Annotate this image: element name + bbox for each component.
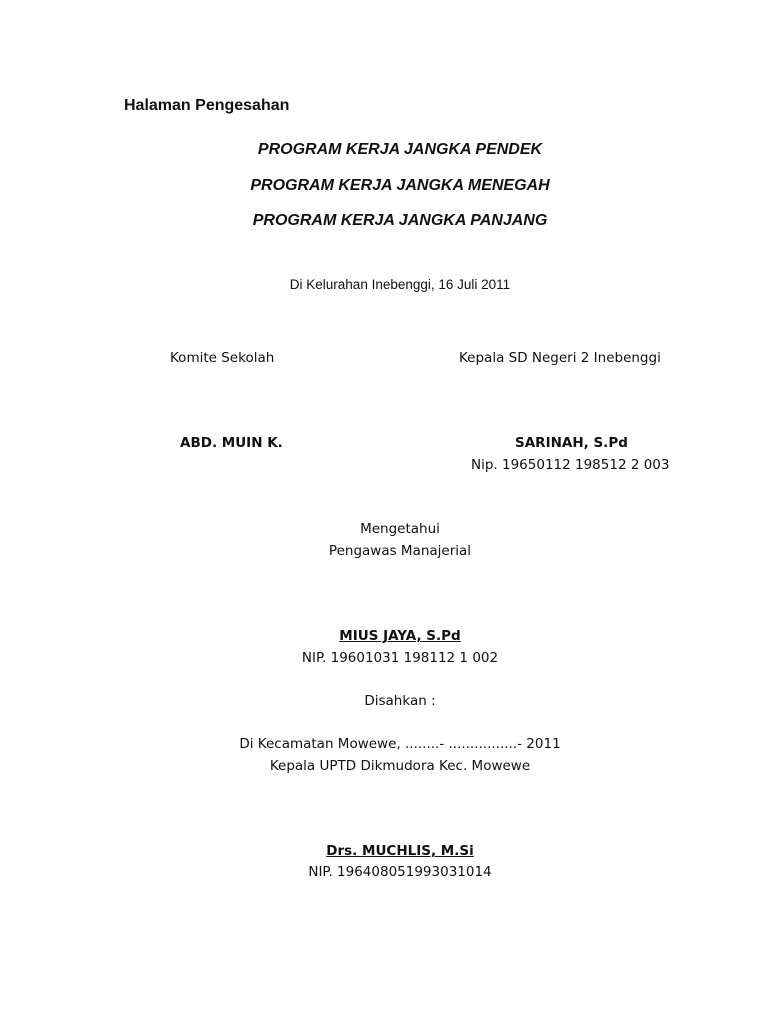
place-and-date: Di Kelurahan Inebenggi, 16 Juli 2011 [289,277,511,292]
program-title-long-term: PROGRAM KERJA JANGKA PANJANG [252,212,548,229]
principal-role: Kepala SD Negeri 2 Inebenggi [459,350,661,366]
uptd-head-role: Kepala UPTD Dikmudora Kec. Mowewe [269,758,531,774]
supervisor-name-wrap [0,628,768,644]
principal-nip: Nip. 19650112 198512 2 003 [471,457,670,473]
ratified-label: Disahkan : [364,693,436,709]
uptd-head-name: Drs. MUCHLIS, M.Si [326,843,474,859]
uptd-head-name-wrap [0,843,768,859]
committee-role: Komite Sekolah [170,350,275,366]
program-title-medium-term: PROGRAM KERJA JANGKA MENEGAH [250,177,550,194]
uptd-head-nip: NIP. 196408051993031014 [308,864,492,880]
ratification-place-date: Di Kecamatan Mowewe, ........- ................- 2011 [239,736,561,752]
principal-name: SARINAH, S.Pd [515,435,628,451]
committee-name: ABD. MUIN K. [180,435,283,451]
supervisor-name: MIUS JAYA, S.Pd [339,628,461,644]
supervisor-role: Pengawas Manajerial [328,543,472,559]
document-heading: Halaman Pengesahan [124,97,290,114]
program-title-short-term: PROGRAM KERJA JANGKA PENDEK [257,141,543,158]
acknowledged-label: Mengetahui [360,521,440,537]
supervisor-nip: NIP. 19601031 198112 1 002 [301,650,499,666]
